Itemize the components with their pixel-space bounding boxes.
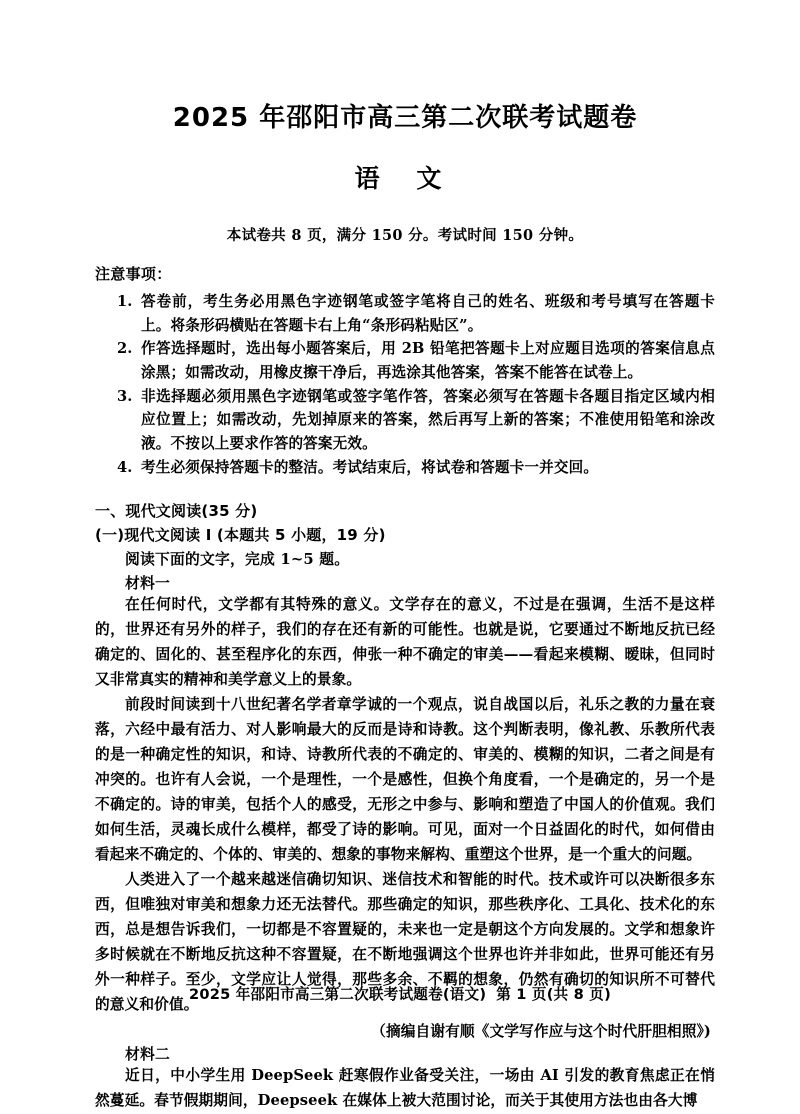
material-two-paragraph: 近日，中小学生用 DeepSeek 赶寒假作业备受关注，一场由 AI 引发的教育焦虑正在悄然蔓延。春节假期期间，Deepseek 在媒体上被大范围讨论，而关于其使用方法也由各大博	[95, 1067, 715, 1110]
page-content	[95, 0, 715, 1114]
notice-item	[95, 337, 715, 384]
notice-item-text: 考生必须保持答题卡的整洁。考试结束后，将试卷和答题卡一并交回。	[141, 458, 599, 476]
page-title: 2025 年邵阳市高三第二次联考试题卷	[172, 103, 638, 133]
page-footer	[0, 983, 800, 1004]
notice-item	[95, 456, 715, 480]
footer-document-name: 2025 年邵阳市高三第二次联考试题卷(语文)	[189, 986, 487, 1003]
notice-item-text: 非选择题必须用黑色字迹钢笔或签字笔作答，答案必须写在答题卡各题目指定区域内相应位置上；如需改动，先划掉原来的答案，然后再写上新的答案；不准使用铅笔和涂改液。不按以上要求作答的答案无效。	[141, 387, 715, 453]
material-one-paragraph: 前段时间读到十八世纪著名学者章学诚的一个观点，说自战国以后，礼乐之教的力量在衰落，六经中最有活力、对人影响最大的反而是诗和诗教。这个判断表明，像礼教、乐教所代表的是一种确定性的知识，和诗、诗教所代表的不确定的、审美的、模糊的知识，二者之间是有冲突的。也许有人会说，一个是理性，一个是感性，但换个角度看，一个是确定的，另一个是不确定的。诗的审美，包括个人的感受，无形之中参与、影响和塑造了中国人的价值观。我们如何生活，灵魂长成什么模样，都受了诗的影响。可见，面对一个日益固化的时代，如何借由看起来不确定的、个体的、审美的、想象的事物来解构、重塑这个世界，是一个重大的问题。	[95, 696, 715, 864]
subsection-title-reading-one: (一)现代文阅读 I (本题共 5 小题，19 分)	[95, 526, 386, 545]
material-one-citation: （摘编自谢有顺《文学写作应与这个时代肝胆相照》)	[371, 1023, 711, 1041]
section-title-modern-reading: 一、现代文阅读(35 分)	[95, 502, 258, 521]
notice-item-number: 3.	[117, 387, 133, 405]
notice-item-text: 作答选择题时，选出每小题答案后，用 2B 铅笔把答题卡上对应题目选项的答案信息点涂黑；如需改动，用橡皮擦干净后，再选涂其他答案，答案不能答在试卷上。	[141, 340, 715, 382]
footer-page-number: 第 1 页(共 8 页)	[496, 986, 611, 1003]
notice-heading: 注意事项：	[95, 265, 172, 284]
notice-list	[95, 284, 715, 479]
reading-instruction: 阅读下面的文字，完成 1~5 题。	[125, 551, 350, 569]
material-one-paragraph: 在任何时代，文学都有其特殊的意义。文学存在的意义，不过是在强调，生活不是这样的，世界还有另外的样子，我们的存在还有新的可能性。也就是说，它要通过不断地反抗已经确定的、固化的、甚至程序化的东西，伸张一种不确定的审美——看起来模糊、暧昧，但同时又非常真实的精神和美学意义上的景象。	[95, 596, 715, 689]
notice-item-number: 4.	[117, 458, 133, 476]
notice-item-number: 2.	[117, 340, 133, 358]
notice-item-text: 答卷前，考生务必用黑色字迹钢笔或签字笔将自己的姓名、班级和考号填写在答题卡上。将条形码横贴在答题卡右上角“条形码粘贴区”。	[141, 293, 715, 334]
subject-title: 语 文	[354, 164, 456, 194]
material-two-label: 材料二	[125, 1046, 170, 1064]
material-one-paragraph: 人类进入了一个越来越迷信确切知识、迷信技术和智能的时代。技术或许可以决断很多东西，但唯独对审美和想象力还无法替代。那些确定的知识，那些秩序化、工具化、技术化的东西，总是想告诉我们，一切都是不容置疑的，未来也一定是朝这个方向发展的。文学和想象许多时候就在不断地反抗这种不容置疑，在不断地强调这个世界也许并非如此，世界可能还有另外一种样子。至少，文学应让人觉得，那些多余、不羁的想象，仍然有确切的知识所不可替代的意义和价值。	[95, 871, 715, 1014]
material-one-label: 材料一	[125, 575, 170, 593]
notice-item	[95, 290, 715, 337]
exam-meta-line: 本试卷共 8 页，满分 150 分。考试时间 150 分钟。	[226, 227, 584, 245]
notice-item	[95, 385, 715, 456]
notice-item-number: 1.	[117, 293, 133, 311]
